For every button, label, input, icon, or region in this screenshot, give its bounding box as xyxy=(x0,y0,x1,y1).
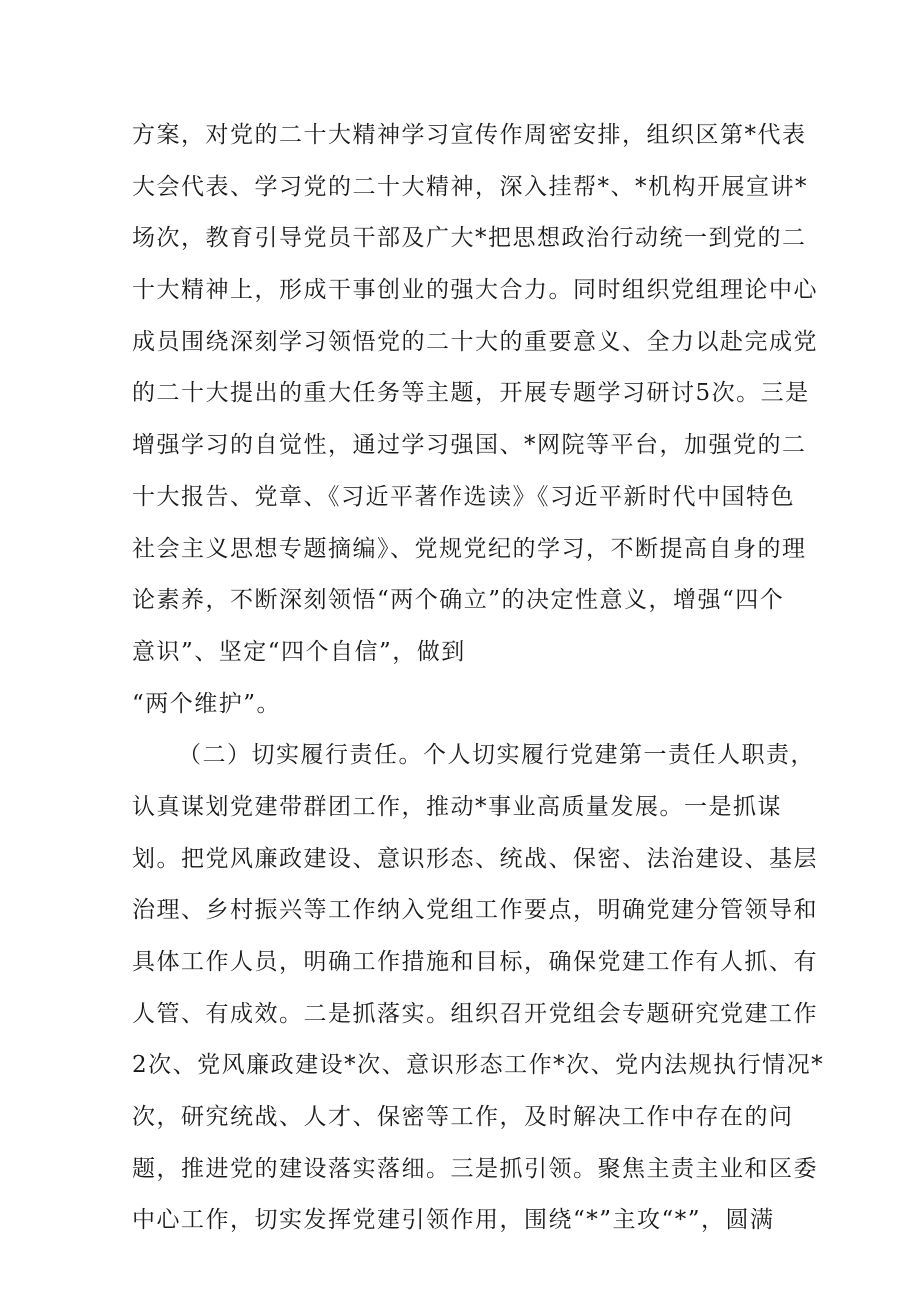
text-line: 人管、有成效。二是抓落实。组织召开党组会专题研究党建工作 xyxy=(132,1000,818,1027)
section-heading-line: （二）切实履行责任。个人切实履行党建第一责任人职责， xyxy=(178,742,815,769)
text-line: 划。把党风廉政建设、意识形态、统战、保密、法治建设、基层 xyxy=(132,845,818,872)
text-line: 治理、乡村振兴等工作纳入党组工作要点，明确党建分管领导和 xyxy=(132,897,818,924)
text-line: 社会主义思想专题摘编》、党规党纪的学习，不断提高自身的理 xyxy=(132,535,807,562)
text-line: 方案，对党的二十大精神学习宣传作周密安排，组织区第*代表 xyxy=(132,122,807,148)
text-line: 大会代表、学习党的二十大精神，深入挂帮*、*机构开展宣讲* xyxy=(132,173,808,200)
text-line: 认真谋划党建带群团工作，推动*事业高质量发展。一是抓谋 xyxy=(132,793,782,820)
text-line: 论素养，不断深刻领悟“两个确立”的决定性意义，增强“四个 xyxy=(132,587,785,614)
text-line: 具体工作人员，明确工作措施和目标，确保党建工作有人抓、有 xyxy=(132,949,818,975)
text-line: 的二十大提出的重大任务等主题，开展专题学习研讨5次。三是 xyxy=(132,380,810,407)
text-line: 中心工作，切实发挥党建引领作用，围绕“*”主攻“*”，圆满 xyxy=(132,1207,775,1234)
text-line: “两个维护”。 xyxy=(132,690,282,717)
body-text xyxy=(132,110,825,1247)
text-line: 2次、党风廉政建设*次、意识形态工作*次、党内法规执行情况* xyxy=(132,1052,825,1079)
text-line: 十大报告、党章、《习近平著作选读》《习近平新时代中国特色 xyxy=(132,483,795,510)
text-line: 意识”、坚定“四个自信”，做到 xyxy=(132,638,466,665)
text-line: 题，推进党的建设落实落细。三是抓引领。聚焦主责主业和区委 xyxy=(132,1155,818,1182)
text-line: 十大精神上，形成干事创业的强大合力。同时组织党组理论中心 xyxy=(132,277,818,304)
text-line: 场次，教育引导党员干部及广大*把思想政治行动统一到党的二 xyxy=(132,225,807,252)
text-line: 成员围绕深刻学习领悟党的二十大的重要意义、全力以赴完成党 xyxy=(132,328,818,355)
text-line: 次，研究统战、人才、保密等工作，及时解决工作中存在的问 xyxy=(132,1104,794,1131)
text-line: 增强学习的自觉性，通过学习强国、*网院等平台，加强党的二 xyxy=(132,432,807,459)
